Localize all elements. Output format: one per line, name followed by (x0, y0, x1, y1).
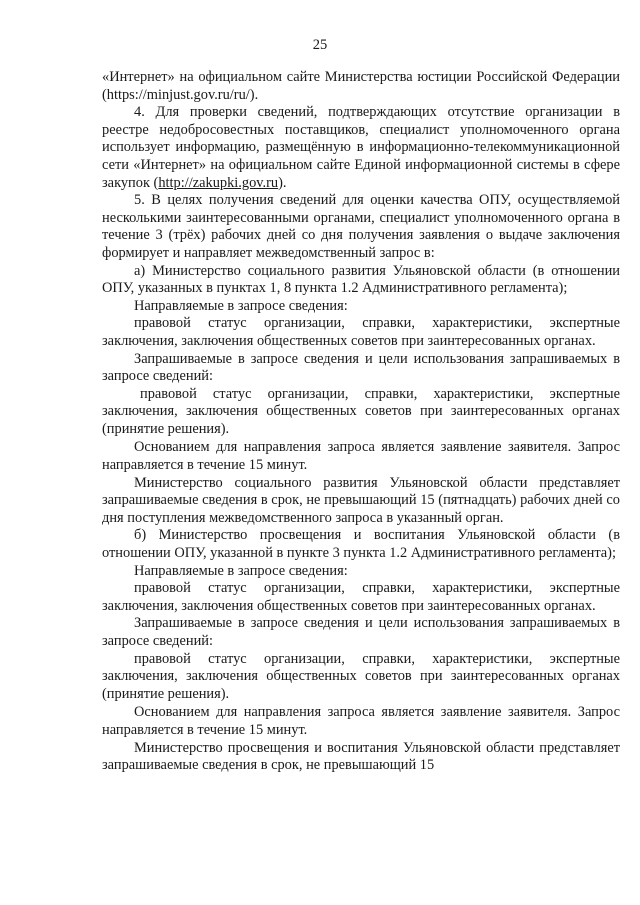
paragraph-minjust-url: «Интернет» на официальном сайте Министерства юстиции Российской Федерации (https://minjust.gov.ru/ru/). (102, 69, 620, 103)
item-b-education: б) Министерство просвещения и воспитания Ульяновской области (в отношении ОПУ, указанной в пункте 3 пункта 1.2 Административного регламента); (102, 527, 620, 562)
request-basis-a: Основанием для направления запроса является заявление заявителя. Запрос направляется в течение 15 минут. (102, 439, 620, 474)
document-body (102, 69, 620, 775)
page-number: 25 (312, 37, 328, 53)
requested-info-heading-a: Запрашиваемые в запросе сведения и цели использования запрашиваемых в запросе сведений: (102, 350, 620, 385)
sent-info-text-b: правовой статус организации, справки, характеристики, экспертные заключения, заключения общественных советов при заинтересованных органах. (102, 580, 620, 614)
response-deadline-a: Министерство социального развития Ульяновской области представляет запрашиваемые сведения в срок, не превышающий 15 (пятнадцать) рабочих дней со дня поступления межведомственного запроса в указанный орган. (102, 474, 620, 526)
item-a-social-development: а) Министерство социального развития Ульяновской области (в отношении ОПУ, указанных в пунктах 1, 8 пункта 1.2 Административного регламента); (102, 262, 620, 297)
sent-info-heading-b: Направляемые в запросе сведения: (134, 562, 348, 579)
sent-info-text-a: правовой статус организации, справки, характеристики, экспертные заключения, заключения общественных советов при заинтересованных органах. (102, 315, 620, 349)
requested-info-text-b: правовой статус организации, справки, характеристики, экспертные заключения, заключения общественных советов при заинтересованных органах (принятие решения). (102, 650, 620, 702)
requested-info-heading-b: Запрашиваемые в запросе сведения и цели использования запрашиваемых в запросе сведений: (102, 615, 620, 649)
request-basis-b: Основанием для направления запроса является заявление заявителя. Запрос направляется в течение 15 минут. (102, 704, 620, 738)
paragraph-5-interagency-request: 5. В целях получения сведений для оценки качества ОПУ, осуществляемой несколькими заинтересованными органами, специалист уполномоченного органа в течение 3 (трёх) рабочих дней со дня получения заявления о выдаче заключения формирует и направляет межведомственный запрос в: (102, 192, 620, 261)
requested-info-text-a: правовой статус организации, справки, характеристики, экспертные заключения, заключения общественных советов при заинтересованных органах (принятие решения). (102, 385, 620, 437)
response-deadline-b: Министерство просвещения и воспитания Ульяновской области представляет запрашиваемые сведения в срок, не превышающий 15 (102, 739, 620, 774)
zakupki-link[interactable]: http://zakupki.gov.ru (158, 174, 279, 191)
sent-info-heading-a: Направляемые в запросе сведения: (134, 297, 348, 314)
paragraph-4-unfair-suppliers: 4. Для проверки сведений, подтверждающих отсутствие организации в реестре недобросовестных поставщиков, специалист уполномоченного органа использует информацию, размещённую в информационно-телекоммуникационной сети «Интернет» на официальном сайте Единой информационной системы в сфере закупок (http://zakupki.gov.ru). (102, 104, 620, 191)
